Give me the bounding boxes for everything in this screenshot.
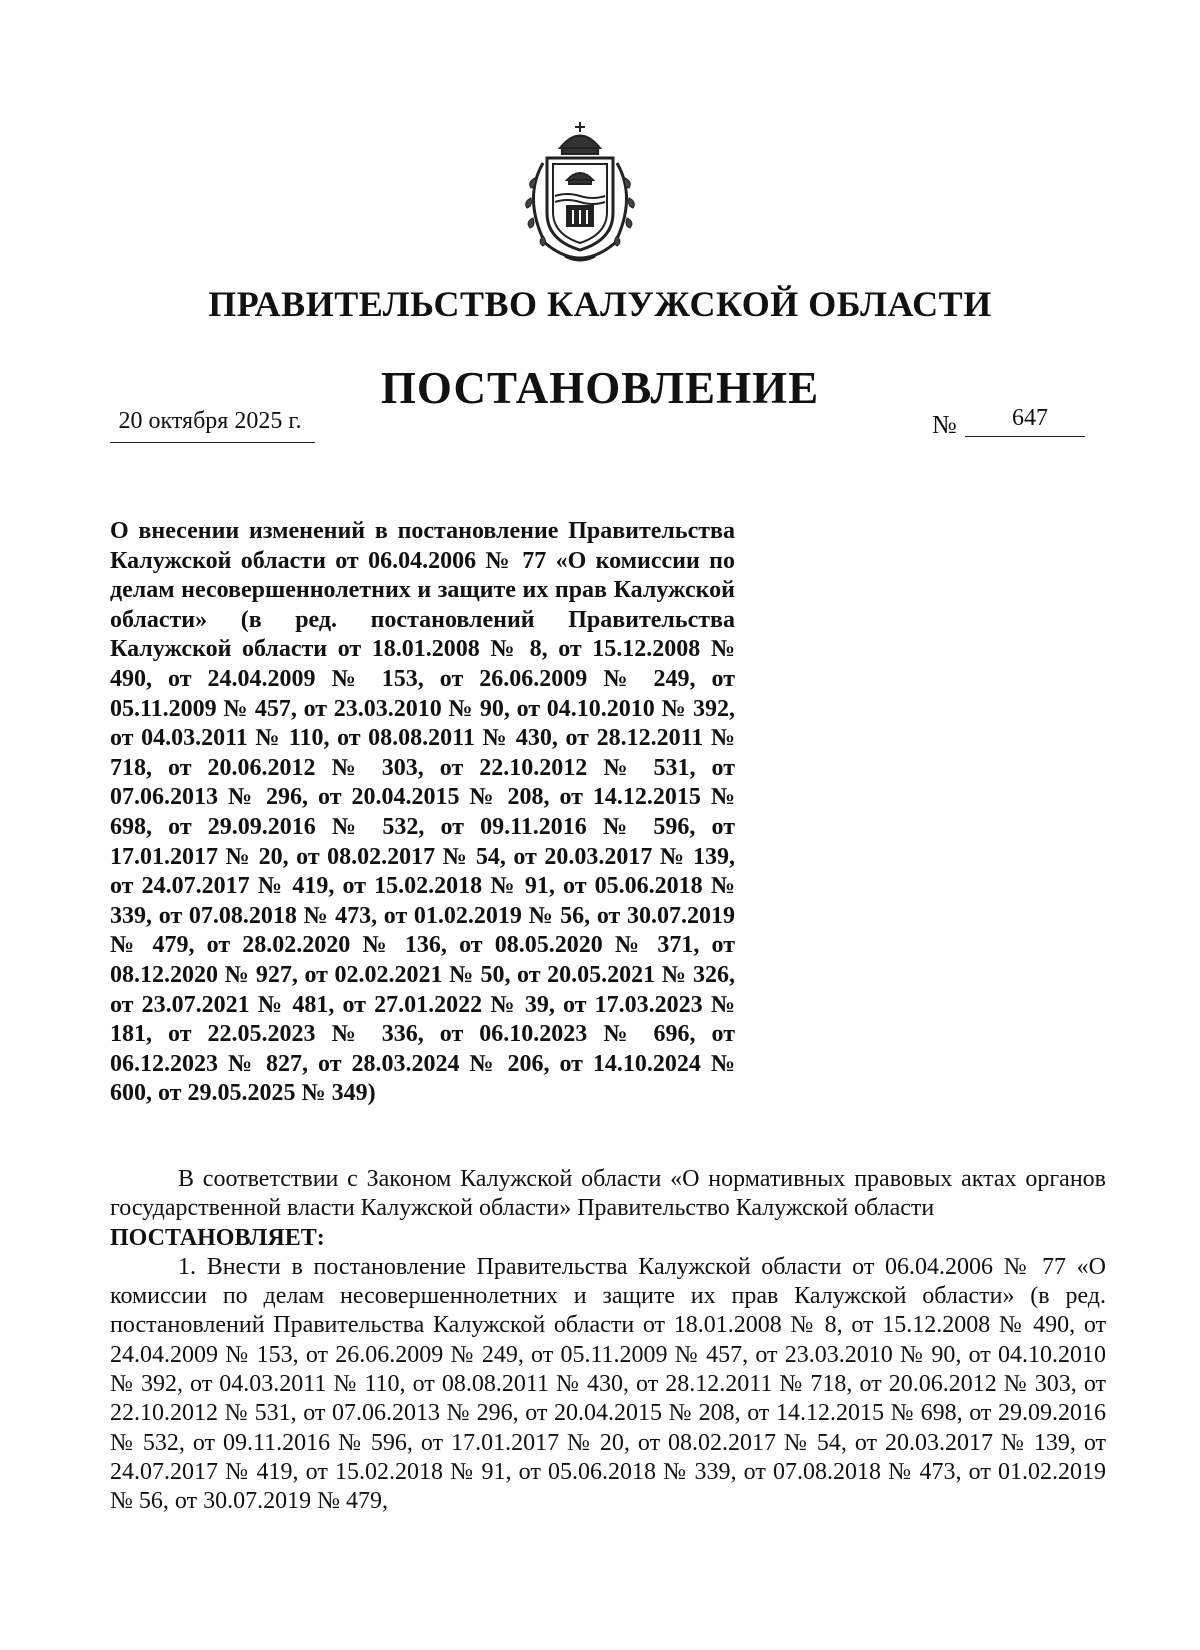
decree-word: ПОСТАНОВЛЯЕТ: [110, 1224, 325, 1251]
number-underline [965, 436, 1085, 437]
coat-of-arms-icon [515, 118, 645, 263]
document-date: 20 октября 2025 г. [118, 408, 302, 434]
date-underline [110, 442, 315, 443]
document-number: 647 [1012, 405, 1048, 431]
document-subject: О внесении изменений в постановление Правительства Калужской области от 06.04.2006 № 77 «О комиссии по делам несовершеннолетних и защите их прав Калужской области» (в ред. постановлений Правительства Калужской области от 18.01.2008 № 8, от 15.12.2008 № 490, от 24.04.2009 № 153, от 26.06.2009 № 249, от 05.11.2009 № 457, от 23.03.2010 № 90, от 04.10.2010 № 392, от 04.03.2011 № 110, от 08.08.2011 № 430, от 28.12.2011 № 718, от 20.06.2012 № 303, от 22.10.2012 № 531, от 07.06.2013 № 296, от 20.04.2015 № 208, от 14.12.2015 № 698, от 29.09.2016 № 532, от 09.11.2016 № 596, от 17.01.2017 № 20, от 08.02.2017 № 54, от 20.03.2017 № 139, от 24.07.2017 № 419, от 15.02.2018 № 91, от 05.06.2018 № 339, от 07.08.2018 № 473, от 01.02.2019 № 56, от 30.07.2019 № 479, от 28.02.2020 № 136, от 08.05.2020 № 371, от 08.12.2020 № 927, от 02.02.2021 № 50, от 20.05.2021 № 326, от 23.07.2021 № 481, от 27.01.2022 № 39, от 17.03.2023 № 181, от 22.05.2023 № 336, от 06.10.2023 № 696, от 06.12.2023 № 827, от 28.03.2024 № 206, от 14.10.2024 № 600, от 29.05.2025 № 349) [110, 518, 735, 1107]
preamble-paragraph: В соответствии с Законом Калужской области «О нормативных правовых актах органов государственной власти Калужской области» Правительство Калужской области [110, 1166, 1106, 1222]
number-label: № [932, 410, 957, 439]
document-body [110, 1165, 1106, 1517]
document-type: ПОСТАНОВЛЕНИЕ [380, 363, 820, 413]
item-1-paragraph: 1. Внести в постановление Правительства Калужской области от 06.04.2006 № 77 «О комиссии по делам несовершеннолетних и защите их прав Калужской области» (в ред. постановлений Правительства Калужской области от 18.01.2008 № 8, от 15.12.2008 № 490, от 24.04.2009 № 153, от 26.06.2009 № 249, от 05.11.2009 № 457, от 23.03.2010 № 90, от 04.10.2010 № 392, от 04.03.2011 № 110, от 08.08.2011 № 430, от 28.12.2011 № 718, от 20.06.2012 № 303, от 22.10.2012 № 531, от 07.06.2013 № 296, от 20.04.2015 № 208, от 14.12.2015 № 698, от 29.09.2016 № 532, от 09.11.2016 № 596, от 17.01.2017 № 20, от 08.02.2017 № 54, от 20.03.2017 № 139, от 24.07.2017 № 419, от 15.02.2018 № 91, от 05.06.2018 № 339, от 07.08.2018 № 473, от 01.02.2019 № 56, от 30.07.2019 № 479, [110, 1253, 1106, 1515]
government-title: ПРАВИТЕЛЬСТВО КАЛУЖСКОЙ ОБЛАСТИ [208, 284, 992, 324]
